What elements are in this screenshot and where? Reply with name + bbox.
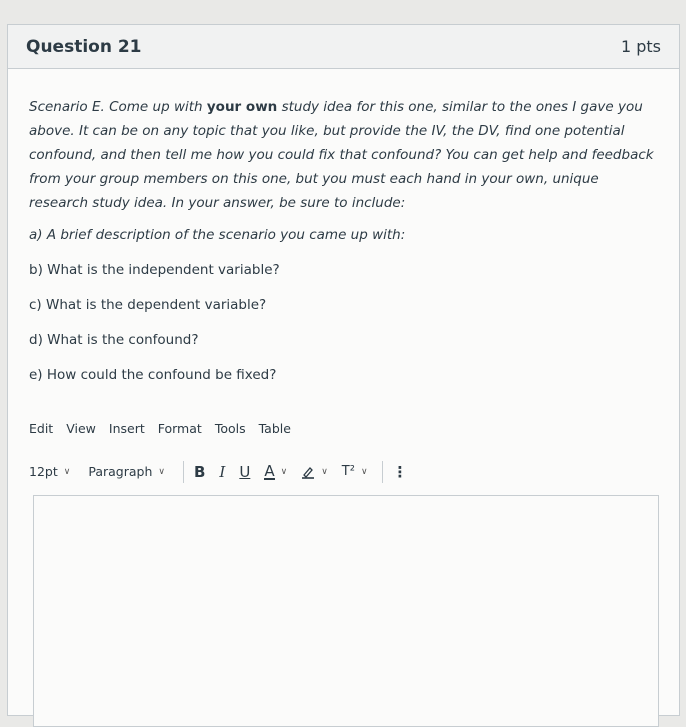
menu-tools[interactable]: Tools [214, 421, 246, 436]
prompt-item-c: c) What is the dependent variable? [29, 297, 267, 313]
editor-menubar [29, 417, 657, 441]
chevron-down-icon: ∨ [280, 467, 288, 477]
menu-table[interactable]: Table [258, 421, 291, 436]
toolbar-divider [382, 461, 383, 483]
chevron-down-icon: ∨ [360, 467, 368, 477]
question-body [8, 69, 679, 484]
chevron-down-icon: ∨ [63, 467, 71, 477]
prompt-item-e: e) How could the confound be fixed? [29, 367, 277, 383]
block-format-value: Paragraph [88, 464, 153, 479]
font-size-select[interactable] [29, 460, 70, 484]
question-header [8, 25, 679, 69]
prompt-emphasis: your own [206, 99, 278, 115]
chevron-down-icon: ∨ [321, 467, 328, 477]
rich-text-editor-area[interactable] [33, 495, 659, 727]
underline-button[interactable]: U [239, 463, 251, 481]
superscript-button[interactable] [342, 460, 368, 484]
highlight-icon [301, 465, 315, 479]
question-title: Question 21 [26, 36, 142, 57]
menu-format[interactable]: Format [157, 421, 202, 436]
question-points: 1 pts [620, 37, 661, 56]
text-color-icon: A [264, 462, 275, 480]
italic-button[interactable]: I [219, 463, 226, 481]
menu-view[interactable]: View [66, 421, 96, 436]
menu-insert[interactable]: Insert [108, 421, 145, 436]
font-size-value: 12pt [29, 464, 58, 479]
question-prompt [29, 95, 657, 215]
prompt-item-d: d) What is the confound? [29, 332, 199, 348]
text-color-button[interactable] [264, 460, 287, 484]
bold-button[interactable]: B [193, 463, 206, 481]
superscript-label: T² [341, 464, 355, 479]
more-vertical-icon[interactable]: ⋮ [392, 463, 408, 481]
block-format-select[interactable] [88, 460, 165, 484]
chevron-down-icon: ∨ [158, 467, 165, 477]
prompt-item-b: b) What is the independent variable? [29, 262, 280, 278]
prompt-item-a: a) A brief description of the scenario you came up with: [29, 227, 406, 243]
toolbar-divider [183, 461, 184, 483]
menu-edit[interactable]: Edit [29, 421, 54, 436]
question-card [7, 24, 680, 716]
prompt-text-2: study idea for this one, similar to the ones I gave you above. It can be on any topic that you like, but provide the IV, the DV, find one potential confound, and then tell me how you could fix that confound? You can get help and feedback from your group members on this one, but you must each hand in your own, unique research study idea. In your answer, be sure to include: [29, 99, 654, 211]
editor-toolbar [29, 460, 657, 484]
prompt-text-1: Scenario E. Come up with [29, 99, 207, 115]
highlight-button[interactable] [301, 460, 328, 484]
